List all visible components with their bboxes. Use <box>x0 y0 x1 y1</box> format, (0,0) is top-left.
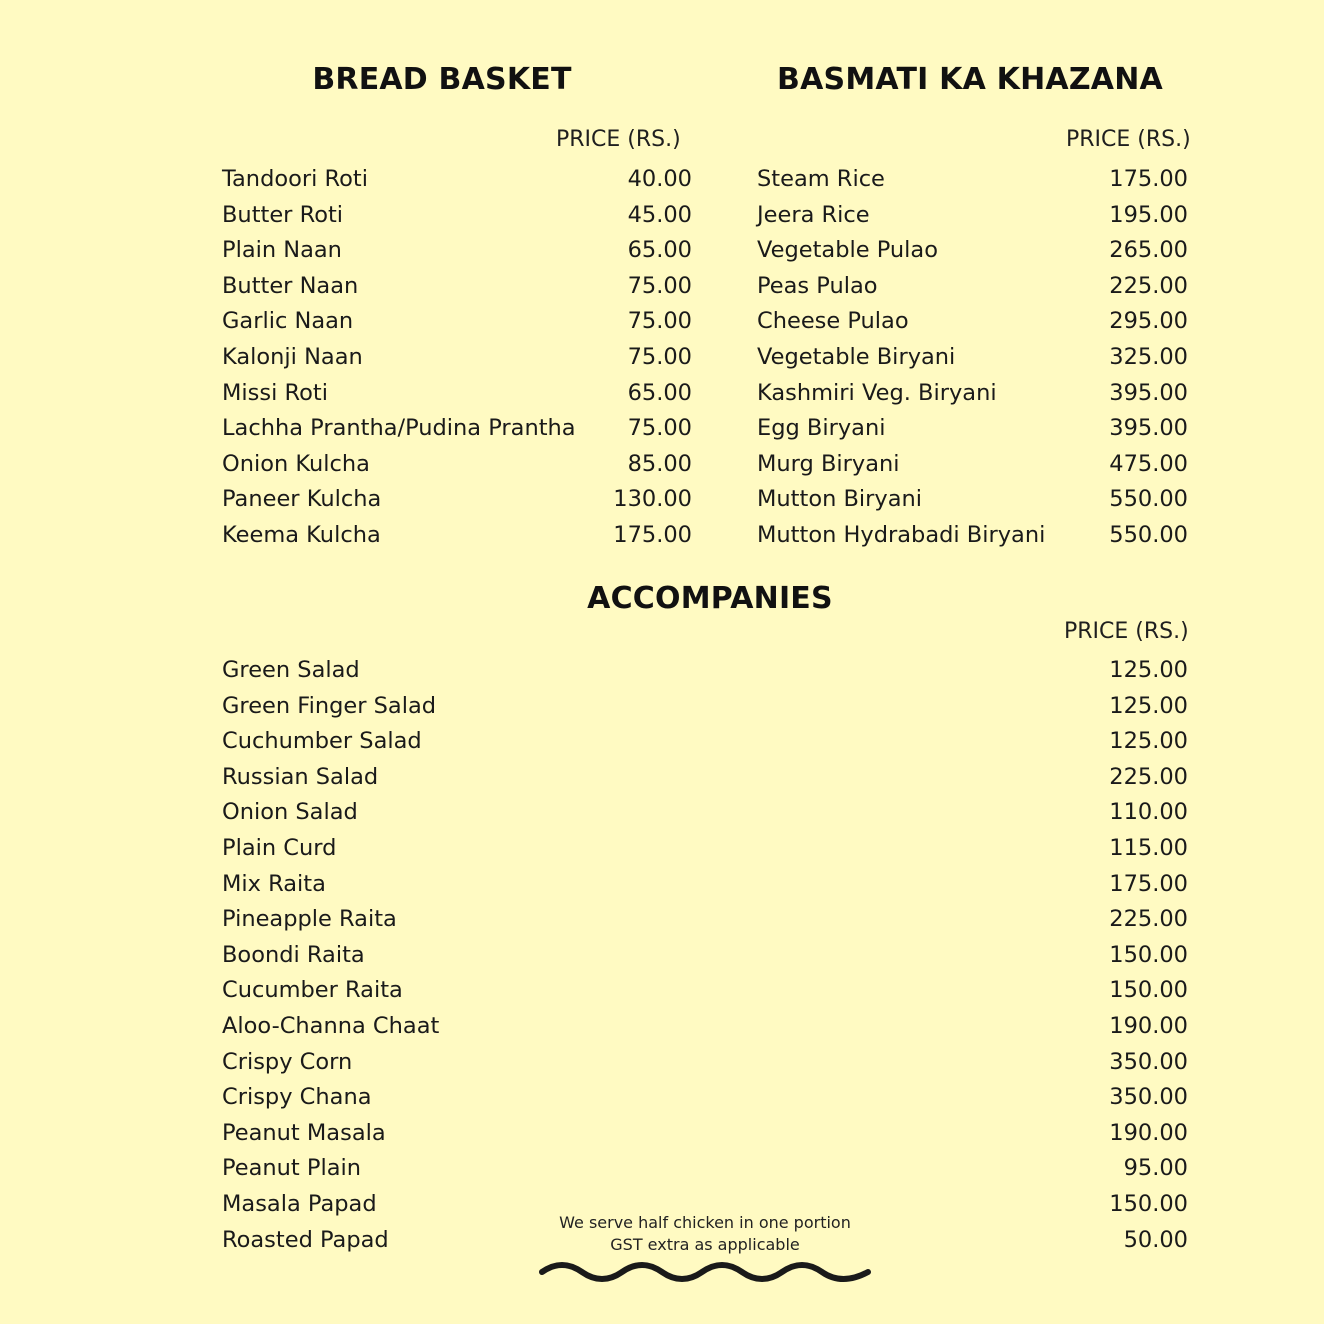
basmati-row <box>757 162 1188 198</box>
accompanies-row <box>222 689 1188 725</box>
basmati-item-name: Cheese Pulao <box>757 308 909 335</box>
bread-basket-item-name: Keema Kulcha <box>222 521 381 548</box>
accompanies-item-price: 150.00 <box>1109 977 1188 1004</box>
bread-basket-item-price: 175.00 <box>613 521 692 548</box>
accompanies-item-price: 125.00 <box>1109 728 1188 755</box>
bread-basket-item-name: Plain Naan <box>222 237 342 264</box>
basmati-item-price: 195.00 <box>1109 201 1188 228</box>
bread-basket-item-name: Onion Kulcha <box>222 450 370 477</box>
accompanies-row <box>222 938 1188 974</box>
accompanies-row <box>222 1045 1188 1081</box>
basmati-item-name: Mutton Biryani <box>757 486 923 513</box>
basmati-item-price: 175.00 <box>1109 166 1188 192</box>
bread-basket-row <box>222 376 692 412</box>
accompanies-row <box>222 795 1188 831</box>
bread-basket-item-price: 65.00 <box>627 379 692 406</box>
bread-basket-item-name: Tandoori Roti <box>222 166 368 192</box>
bread-basket-item-price: 45.00 <box>627 201 692 228</box>
basmati-row <box>757 376 1188 412</box>
basmati-row <box>757 198 1188 234</box>
accompanies-item-name: Crispy Corn <box>222 1048 353 1075</box>
wavy-divider <box>538 1260 872 1284</box>
bread-basket-item-price: 40.00 <box>627 166 692 192</box>
accompanies-item-name: Green Salad <box>222 657 360 683</box>
basmati-row <box>757 447 1188 483</box>
basmati-price-header: PRICE (RS.) <box>1066 127 1191 152</box>
basmati-item-price: 295.00 <box>1109 308 1188 335</box>
basmati-row <box>757 269 1188 305</box>
bread-basket-item-name: Lachha Prantha/Pudina Prantha <box>222 415 576 442</box>
basmati-row <box>757 482 1188 518</box>
bread-basket-item-price: 130.00 <box>613 486 692 513</box>
accompanies-item-price: 190.00 <box>1109 1012 1188 1039</box>
accompanies-item-name: Roasted Papad <box>222 1226 389 1253</box>
basmati-list <box>757 162 1188 554</box>
basmati-row <box>757 518 1188 554</box>
basmati-item-price: 225.00 <box>1109 272 1188 299</box>
accompanies-item-price: 225.00 <box>1109 906 1188 933</box>
accompanies-list <box>222 653 1188 1258</box>
basmati-item-name: Kashmiri Veg. Biryani <box>757 379 997 406</box>
footer-note-line-2: GST extra as applicable <box>610 1235 800 1254</box>
bread-basket-price-header: PRICE (RS.) <box>556 127 681 152</box>
basmati-item-name: Egg Biryani <box>757 415 886 442</box>
bread-basket-item-name: Butter Roti <box>222 201 344 228</box>
footer-note-line-1: We serve half chicken in one portion <box>559 1213 851 1232</box>
accompanies-item-price: 350.00 <box>1109 1084 1188 1111</box>
accompanies-item-name: Boondi Raita <box>222 941 365 968</box>
accompanies-item-name: Russian Salad <box>222 763 379 790</box>
basmati-item-name: Mutton Hydrabadi Biryani <box>757 521 1046 548</box>
accompanies-item-name: Mix Raita <box>222 870 326 897</box>
bread-basket-item-name: Paneer Kulcha <box>222 486 382 513</box>
accompanies-item-name: Aloo-Channa Chaat <box>222 1012 440 1039</box>
basmati-item-name: Jeera Rice <box>757 201 870 228</box>
basmati-title: BASMATI KA KHAZANA <box>777 62 1163 97</box>
bread-basket-item-price: 85.00 <box>627 450 692 477</box>
bread-basket-list <box>222 162 692 554</box>
accompanies-item-name: Onion Salad <box>222 799 358 826</box>
accompanies-row <box>222 653 1188 689</box>
basmati-item-name: Vegetable Biryani <box>757 343 956 370</box>
accompanies-row <box>222 1116 1188 1152</box>
accompanies-row <box>222 831 1188 867</box>
accompanies-item-price: 50.00 <box>1123 1226 1188 1253</box>
basmati-item-price: 265.00 <box>1109 237 1188 264</box>
accompanies-row <box>222 1080 1188 1116</box>
accompanies-item-price: 125.00 <box>1109 657 1188 683</box>
accompanies-item-price: 95.00 <box>1123 1155 1188 1182</box>
accompanies-row <box>222 902 1188 938</box>
accompanies-item-name: Cucumber Raita <box>222 977 403 1004</box>
basmati-item-price: 550.00 <box>1109 521 1188 548</box>
basmati-row <box>757 411 1188 447</box>
basmati-row <box>757 233 1188 269</box>
bread-basket-title: BREAD BASKET <box>312 62 572 97</box>
accompanies-row <box>222 760 1188 796</box>
accompanies-row <box>222 973 1188 1009</box>
basmati-row <box>757 304 1188 340</box>
basmati-item-price: 475.00 <box>1109 450 1188 477</box>
accompanies-item-price: 150.00 <box>1109 1190 1188 1217</box>
bread-basket-row <box>222 447 692 483</box>
accompanies-item-name: Green Finger Salad <box>222 692 437 719</box>
accompanies-item-name: Plain Curd <box>222 834 337 861</box>
bread-basket-row <box>222 482 692 518</box>
accompanies-item-price: 190.00 <box>1109 1119 1188 1146</box>
accompanies-item-price: 175.00 <box>1109 870 1188 897</box>
bread-basket-item-name: Butter Naan <box>222 272 359 299</box>
accompanies-item-price: 115.00 <box>1109 834 1188 861</box>
bread-basket-row <box>222 411 692 447</box>
accompanies-row <box>222 724 1188 760</box>
accompanies-item-name: Crispy Chana <box>222 1084 372 1111</box>
bread-basket-item-price: 65.00 <box>627 237 692 264</box>
bread-basket-row <box>222 269 692 305</box>
accompanies-item-name: Peanut Masala <box>222 1119 386 1146</box>
bread-basket-item-price: 75.00 <box>627 343 692 370</box>
basmati-item-name: Murg Biryani <box>757 450 900 477</box>
basmati-item-name: Vegetable Pulao <box>757 237 938 264</box>
accompanies-item-name: Cuchumber Salad <box>222 728 422 755</box>
bread-basket-row <box>222 340 692 376</box>
bread-basket-row <box>222 233 692 269</box>
bread-basket-row <box>222 304 692 340</box>
basmati-item-name: Steam Rice <box>757 166 885 192</box>
accompanies-item-name: Peanut Plain <box>222 1155 362 1182</box>
accompanies-title: ACCOMPANIES <box>587 581 833 616</box>
accompanies-item-price: 350.00 <box>1109 1048 1188 1075</box>
bread-basket-row <box>222 518 692 554</box>
accompanies-item-price: 225.00 <box>1109 763 1188 790</box>
bread-basket-item-price: 75.00 <box>627 272 692 299</box>
footer-note <box>520 1212 890 1256</box>
accompanies-item-price: 150.00 <box>1109 941 1188 968</box>
basmati-row <box>757 340 1188 376</box>
accompanies-item-price: 125.00 <box>1109 692 1188 719</box>
accompanies-item-name: Pineapple Raita <box>222 906 397 933</box>
bread-basket-item-name: Kalonji Naan <box>222 343 363 370</box>
bread-basket-item-name: Missi Roti <box>222 379 328 406</box>
bread-basket-item-price: 75.00 <box>627 415 692 442</box>
basmati-item-price: 395.00 <box>1109 379 1188 406</box>
accompanies-item-name: Masala Papad <box>222 1190 377 1217</box>
accompanies-row <box>222 1151 1188 1187</box>
basmati-item-name: Peas Pulao <box>757 272 878 299</box>
bread-basket-item-name: Garlic Naan <box>222 308 354 335</box>
accompanies-price-header: PRICE (RS.) <box>1064 619 1189 644</box>
bread-basket-item-price: 75.00 <box>627 308 692 335</box>
basmati-item-price: 395.00 <box>1109 415 1188 442</box>
accompanies-row <box>222 867 1188 903</box>
accompanies-item-price: 110.00 <box>1109 799 1188 826</box>
accompanies-row <box>222 1009 1188 1045</box>
bread-basket-row <box>222 198 692 234</box>
bread-basket-row <box>222 162 692 198</box>
basmati-item-price: 550.00 <box>1109 486 1188 513</box>
basmati-item-price: 325.00 <box>1109 343 1188 370</box>
